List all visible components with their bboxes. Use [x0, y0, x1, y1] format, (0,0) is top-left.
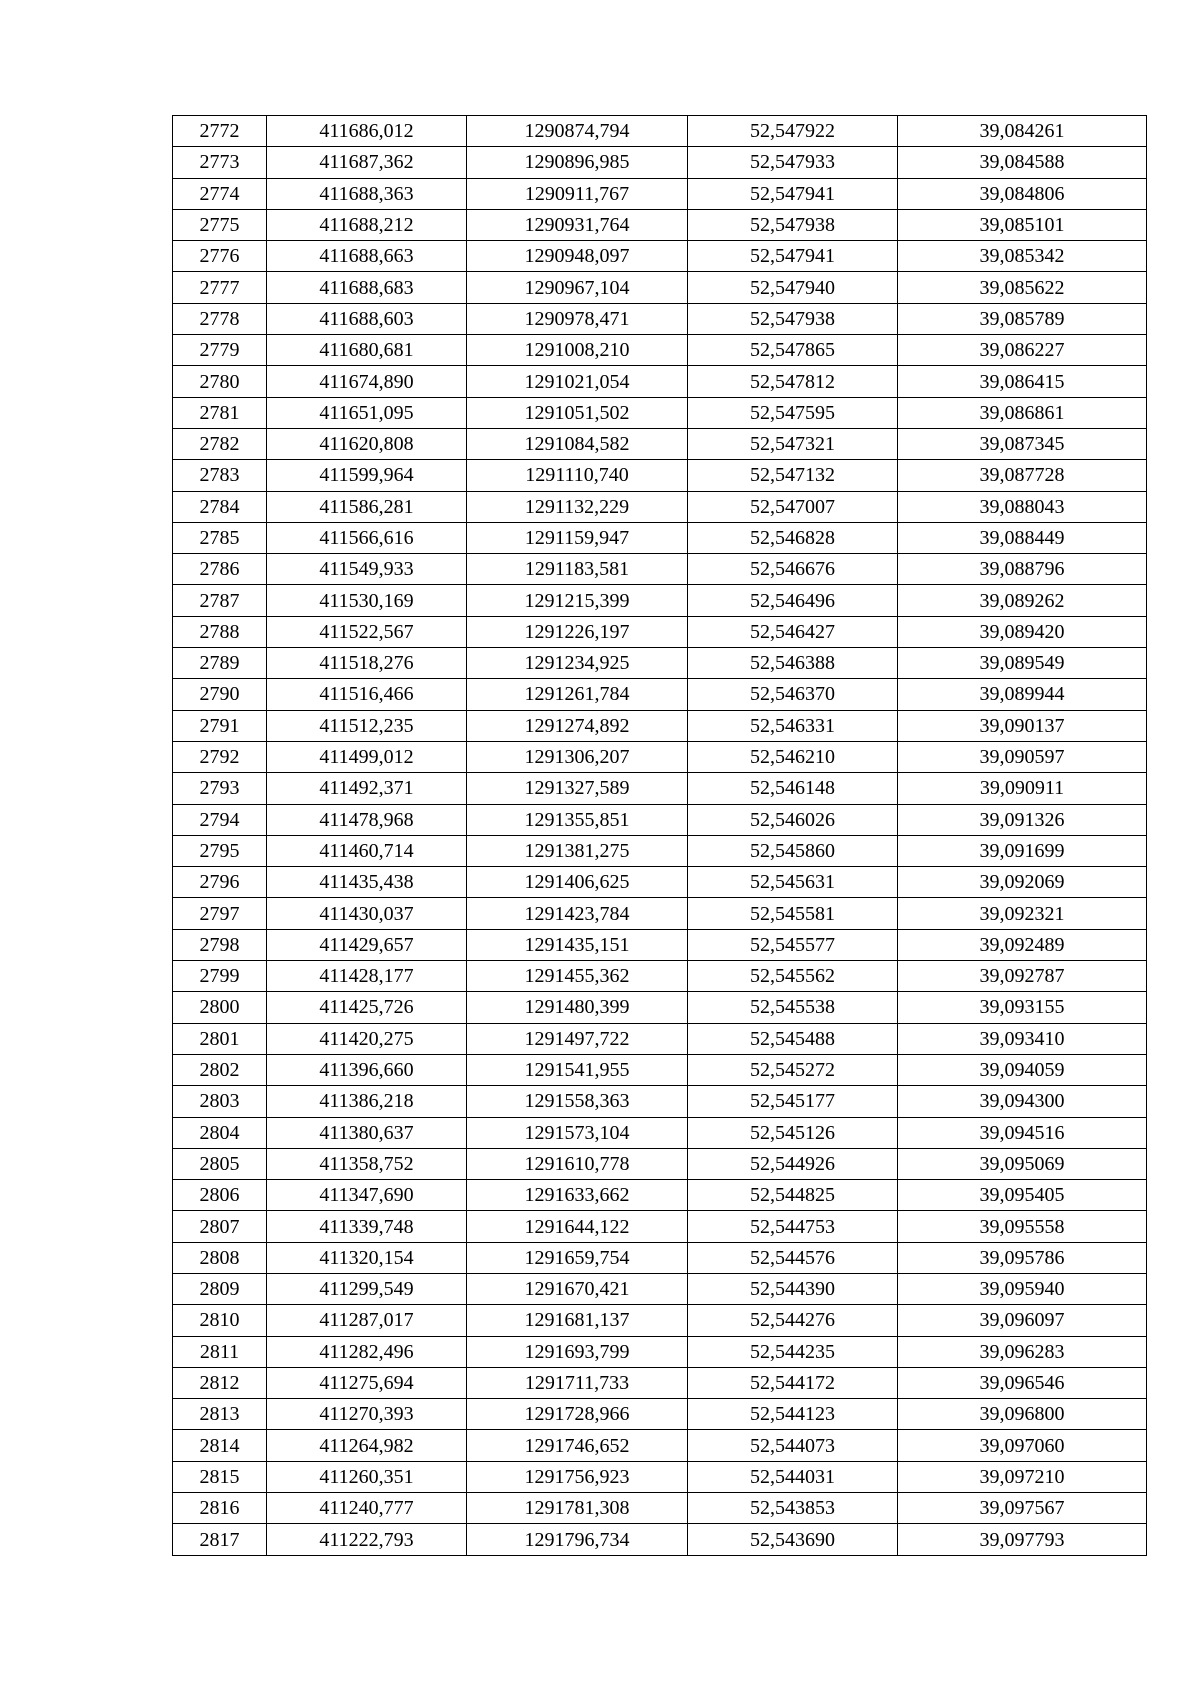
longitude-cell: 39,095069 [898, 1148, 1147, 1179]
x-coordinate-cell: 411275,694 [267, 1367, 467, 1398]
longitude-cell: 39,096097 [898, 1305, 1147, 1336]
longitude-cell: 39,084588 [898, 147, 1147, 178]
y-coordinate-cell: 1291215,399 [467, 585, 688, 616]
longitude-cell: 39,093410 [898, 1023, 1147, 1054]
longitude-cell: 39,091699 [898, 835, 1147, 866]
table-row [173, 679, 1147, 710]
x-coordinate-cell: 411499,012 [267, 741, 467, 772]
longitude-cell: 39,092069 [898, 867, 1147, 898]
longitude-cell: 39,089420 [898, 616, 1147, 647]
latitude-cell: 52,546210 [688, 741, 898, 772]
y-coordinate-cell: 1291756,923 [467, 1461, 688, 1492]
longitude-cell: 39,095558 [898, 1211, 1147, 1242]
longitude-cell: 39,095786 [898, 1242, 1147, 1273]
y-coordinate-cell: 1291711,733 [467, 1367, 688, 1398]
latitude-cell: 52,544123 [688, 1399, 898, 1430]
latitude-cell: 52,547595 [688, 397, 898, 428]
point-number-cell: 2796 [173, 867, 267, 898]
x-coordinate-cell: 411287,017 [267, 1305, 467, 1336]
longitude-cell: 39,085622 [898, 272, 1147, 303]
latitude-cell: 52,547940 [688, 272, 898, 303]
longitude-cell: 39,088043 [898, 491, 1147, 522]
point-number-cell: 2801 [173, 1023, 267, 1054]
table-row [173, 1305, 1147, 1336]
latitude-cell: 52,546496 [688, 585, 898, 616]
point-number-cell: 2805 [173, 1148, 267, 1179]
point-number-cell: 2788 [173, 616, 267, 647]
longitude-cell: 39,094300 [898, 1086, 1147, 1117]
y-coordinate-cell: 1291234,925 [467, 648, 688, 679]
latitude-cell: 52,544825 [688, 1180, 898, 1211]
table-row [173, 1430, 1147, 1461]
point-number-cell: 2808 [173, 1242, 267, 1273]
y-coordinate-cell: 1291084,582 [467, 428, 688, 459]
latitude-cell: 52,544031 [688, 1461, 898, 1492]
point-number-cell: 2772 [173, 116, 267, 147]
x-coordinate-cell: 411586,281 [267, 491, 467, 522]
latitude-cell: 52,546676 [688, 554, 898, 585]
latitude-cell: 52,544753 [688, 1211, 898, 1242]
table-row [173, 272, 1147, 303]
latitude-cell: 52,544276 [688, 1305, 898, 1336]
y-coordinate-cell: 1291008,210 [467, 335, 688, 366]
y-coordinate-cell: 1291159,947 [467, 522, 688, 553]
point-number-cell: 2773 [173, 147, 267, 178]
x-coordinate-cell: 411380,637 [267, 1117, 467, 1148]
x-coordinate-cell: 411347,690 [267, 1180, 467, 1211]
table-row [173, 616, 1147, 647]
y-coordinate-cell: 1291670,421 [467, 1273, 688, 1304]
point-number-cell: 2775 [173, 209, 267, 240]
latitude-cell: 52,546828 [688, 522, 898, 553]
point-number-cell: 2800 [173, 992, 267, 1023]
coordinates-table-body [173, 116, 1147, 1556]
x-coordinate-cell: 411687,362 [267, 147, 467, 178]
table-row [173, 116, 1147, 147]
point-number-cell: 2802 [173, 1054, 267, 1085]
point-number-cell: 2776 [173, 241, 267, 272]
y-coordinate-cell: 1291480,399 [467, 992, 688, 1023]
x-coordinate-cell: 411425,726 [267, 992, 467, 1023]
y-coordinate-cell: 1291633,662 [467, 1180, 688, 1211]
y-coordinate-cell: 1291355,851 [467, 804, 688, 835]
table-row [173, 178, 1147, 209]
coordinates-table [172, 115, 1147, 1556]
longitude-cell: 39,090911 [898, 773, 1147, 804]
point-number-cell: 2792 [173, 741, 267, 772]
x-coordinate-cell: 411688,663 [267, 241, 467, 272]
y-coordinate-cell: 1290931,764 [467, 209, 688, 240]
table-row [173, 898, 1147, 929]
table-row [173, 1524, 1147, 1555]
table-row [173, 209, 1147, 240]
longitude-cell: 39,089549 [898, 648, 1147, 679]
latitude-cell: 52,543853 [688, 1493, 898, 1524]
table-row [173, 835, 1147, 866]
table-row [173, 335, 1147, 366]
longitude-cell: 39,085101 [898, 209, 1147, 240]
latitude-cell: 52,546370 [688, 679, 898, 710]
longitude-cell: 39,092787 [898, 961, 1147, 992]
longitude-cell: 39,085789 [898, 303, 1147, 334]
point-number-cell: 2813 [173, 1399, 267, 1430]
longitude-cell: 39,094516 [898, 1117, 1147, 1148]
longitude-cell: 39,086415 [898, 366, 1147, 397]
table-row [173, 460, 1147, 491]
x-coordinate-cell: 411512,235 [267, 710, 467, 741]
latitude-cell: 52,545126 [688, 1117, 898, 1148]
point-number-cell: 2811 [173, 1336, 267, 1367]
longitude-cell: 39,095405 [898, 1180, 1147, 1211]
y-coordinate-cell: 1291681,137 [467, 1305, 688, 1336]
latitude-cell: 52,547007 [688, 491, 898, 522]
point-number-cell: 2785 [173, 522, 267, 553]
y-coordinate-cell: 1290978,471 [467, 303, 688, 334]
y-coordinate-cell: 1291132,229 [467, 491, 688, 522]
longitude-cell: 39,096800 [898, 1399, 1147, 1430]
longitude-cell: 39,088796 [898, 554, 1147, 585]
point-number-cell: 2784 [173, 491, 267, 522]
table-row [173, 773, 1147, 804]
point-number-cell: 2809 [173, 1273, 267, 1304]
table-row [173, 648, 1147, 679]
point-number-cell: 2782 [173, 428, 267, 459]
latitude-cell: 52,546388 [688, 648, 898, 679]
x-coordinate-cell: 411222,793 [267, 1524, 467, 1555]
table-row [173, 491, 1147, 522]
point-number-cell: 2816 [173, 1493, 267, 1524]
longitude-cell: 39,092321 [898, 898, 1147, 929]
latitude-cell: 52,547132 [688, 460, 898, 491]
y-coordinate-cell: 1291406,625 [467, 867, 688, 898]
point-number-cell: 2794 [173, 804, 267, 835]
x-coordinate-cell: 411264,982 [267, 1430, 467, 1461]
x-coordinate-cell: 411492,371 [267, 773, 467, 804]
table-row [173, 1086, 1147, 1117]
point-number-cell: 2779 [173, 335, 267, 366]
point-number-cell: 2780 [173, 366, 267, 397]
table-row [173, 554, 1147, 585]
point-number-cell: 2778 [173, 303, 267, 334]
y-coordinate-cell: 1291306,207 [467, 741, 688, 772]
x-coordinate-cell: 411358,752 [267, 1148, 467, 1179]
y-coordinate-cell: 1291573,104 [467, 1117, 688, 1148]
x-coordinate-cell: 411516,466 [267, 679, 467, 710]
x-coordinate-cell: 411430,037 [267, 898, 467, 929]
x-coordinate-cell: 411240,777 [267, 1493, 467, 1524]
table-row [173, 992, 1147, 1023]
x-coordinate-cell: 411688,212 [267, 209, 467, 240]
table-row [173, 428, 1147, 459]
x-coordinate-cell: 411688,363 [267, 178, 467, 209]
longitude-cell: 39,096546 [898, 1367, 1147, 1398]
point-number-cell: 2781 [173, 397, 267, 428]
latitude-cell: 52,547941 [688, 241, 898, 272]
y-coordinate-cell: 1290896,985 [467, 147, 688, 178]
table-row [173, 1461, 1147, 1492]
y-coordinate-cell: 1291781,308 [467, 1493, 688, 1524]
longitude-cell: 39,086227 [898, 335, 1147, 366]
y-coordinate-cell: 1290967,104 [467, 272, 688, 303]
table-row [173, 1180, 1147, 1211]
table-row [173, 147, 1147, 178]
x-coordinate-cell: 411299,549 [267, 1273, 467, 1304]
y-coordinate-cell: 1291610,778 [467, 1148, 688, 1179]
table-row [173, 1148, 1147, 1179]
longitude-cell: 39,085342 [898, 241, 1147, 272]
x-coordinate-cell: 411680,681 [267, 335, 467, 366]
point-number-cell: 2807 [173, 1211, 267, 1242]
x-coordinate-cell: 411688,683 [267, 272, 467, 303]
x-coordinate-cell: 411688,603 [267, 303, 467, 334]
point-number-cell: 2791 [173, 710, 267, 741]
point-number-cell: 2783 [173, 460, 267, 491]
y-coordinate-cell: 1291274,892 [467, 710, 688, 741]
point-number-cell: 2797 [173, 898, 267, 929]
x-coordinate-cell: 411420,275 [267, 1023, 467, 1054]
y-coordinate-cell: 1291659,754 [467, 1242, 688, 1273]
latitude-cell: 52,546331 [688, 710, 898, 741]
latitude-cell: 52,545860 [688, 835, 898, 866]
x-coordinate-cell: 411320,154 [267, 1242, 467, 1273]
point-number-cell: 2814 [173, 1430, 267, 1461]
y-coordinate-cell: 1291381,275 [467, 835, 688, 866]
longitude-cell: 39,097210 [898, 1461, 1147, 1492]
y-coordinate-cell: 1290874,794 [467, 116, 688, 147]
table-row [173, 1336, 1147, 1367]
table-row [173, 867, 1147, 898]
y-coordinate-cell: 1291423,784 [467, 898, 688, 929]
x-coordinate-cell: 411599,964 [267, 460, 467, 491]
point-number-cell: 2798 [173, 929, 267, 960]
latitude-cell: 52,547938 [688, 209, 898, 240]
latitude-cell: 52,544073 [688, 1430, 898, 1461]
latitude-cell: 52,545488 [688, 1023, 898, 1054]
longitude-cell: 39,094059 [898, 1054, 1147, 1085]
y-coordinate-cell: 1291327,589 [467, 773, 688, 804]
table-row [173, 1242, 1147, 1273]
table-row [173, 710, 1147, 741]
y-coordinate-cell: 1291455,362 [467, 961, 688, 992]
latitude-cell: 52,546427 [688, 616, 898, 647]
table-row [173, 241, 1147, 272]
y-coordinate-cell: 1290948,097 [467, 241, 688, 272]
point-number-cell: 2803 [173, 1086, 267, 1117]
point-number-cell: 2812 [173, 1367, 267, 1398]
point-number-cell: 2806 [173, 1180, 267, 1211]
latitude-cell: 52,545538 [688, 992, 898, 1023]
table-row [173, 1367, 1147, 1398]
longitude-cell: 39,096283 [898, 1336, 1147, 1367]
y-coordinate-cell: 1290911,767 [467, 178, 688, 209]
latitude-cell: 52,543690 [688, 1524, 898, 1555]
y-coordinate-cell: 1291558,363 [467, 1086, 688, 1117]
x-coordinate-cell: 411549,933 [267, 554, 467, 585]
latitude-cell: 52,545581 [688, 898, 898, 929]
table-row [173, 397, 1147, 428]
x-coordinate-cell: 411566,616 [267, 522, 467, 553]
x-coordinate-cell: 411435,438 [267, 867, 467, 898]
longitude-cell: 39,087728 [898, 460, 1147, 491]
latitude-cell: 52,546148 [688, 773, 898, 804]
y-coordinate-cell: 1291728,966 [467, 1399, 688, 1430]
x-coordinate-cell: 411620,808 [267, 428, 467, 459]
latitude-cell: 52,547938 [688, 303, 898, 334]
longitude-cell: 39,084261 [898, 116, 1147, 147]
x-coordinate-cell: 411530,169 [267, 585, 467, 616]
latitude-cell: 52,545272 [688, 1054, 898, 1085]
point-number-cell: 2790 [173, 679, 267, 710]
point-number-cell: 2793 [173, 773, 267, 804]
y-coordinate-cell: 1291435,151 [467, 929, 688, 960]
latitude-cell: 52,544390 [688, 1273, 898, 1304]
table-row [173, 522, 1147, 553]
latitude-cell: 52,544576 [688, 1242, 898, 1273]
point-number-cell: 2804 [173, 1117, 267, 1148]
y-coordinate-cell: 1291021,054 [467, 366, 688, 397]
point-number-cell: 2774 [173, 178, 267, 209]
x-coordinate-cell: 411460,714 [267, 835, 467, 866]
longitude-cell: 39,097060 [898, 1430, 1147, 1461]
latitude-cell: 52,545577 [688, 929, 898, 960]
longitude-cell: 39,086861 [898, 397, 1147, 428]
x-coordinate-cell: 411260,351 [267, 1461, 467, 1492]
latitude-cell: 52,544235 [688, 1336, 898, 1367]
point-number-cell: 2815 [173, 1461, 267, 1492]
table-row [173, 929, 1147, 960]
latitude-cell: 52,547922 [688, 116, 898, 147]
table-row [173, 961, 1147, 992]
x-coordinate-cell: 411429,657 [267, 929, 467, 960]
x-coordinate-cell: 411282,496 [267, 1336, 467, 1367]
latitude-cell: 52,544926 [688, 1148, 898, 1179]
latitude-cell: 52,547321 [688, 428, 898, 459]
point-number-cell: 2787 [173, 585, 267, 616]
latitude-cell: 52,544172 [688, 1367, 898, 1398]
point-number-cell: 2795 [173, 835, 267, 866]
x-coordinate-cell: 411428,177 [267, 961, 467, 992]
x-coordinate-cell: 411478,968 [267, 804, 467, 835]
y-coordinate-cell: 1291693,799 [467, 1336, 688, 1367]
latitude-cell: 52,545562 [688, 961, 898, 992]
latitude-cell: 52,547941 [688, 178, 898, 209]
y-coordinate-cell: 1291644,122 [467, 1211, 688, 1242]
y-coordinate-cell: 1291497,722 [467, 1023, 688, 1054]
point-number-cell: 2810 [173, 1305, 267, 1336]
latitude-cell: 52,547865 [688, 335, 898, 366]
latitude-cell: 52,547933 [688, 147, 898, 178]
longitude-cell: 39,097567 [898, 1493, 1147, 1524]
x-coordinate-cell: 411522,567 [267, 616, 467, 647]
latitude-cell: 52,547812 [688, 366, 898, 397]
y-coordinate-cell: 1291541,955 [467, 1054, 688, 1085]
x-coordinate-cell: 411386,218 [267, 1086, 467, 1117]
table-row [173, 804, 1147, 835]
x-coordinate-cell: 411674,890 [267, 366, 467, 397]
table-row [173, 1211, 1147, 1242]
table-row [173, 1117, 1147, 1148]
latitude-cell: 52,546026 [688, 804, 898, 835]
longitude-cell: 39,087345 [898, 428, 1147, 459]
y-coordinate-cell: 1291796,734 [467, 1524, 688, 1555]
table-row [173, 366, 1147, 397]
point-number-cell: 2777 [173, 272, 267, 303]
longitude-cell: 39,091326 [898, 804, 1147, 835]
longitude-cell: 39,088449 [898, 522, 1147, 553]
latitude-cell: 52,545177 [688, 1086, 898, 1117]
table-row [173, 303, 1147, 334]
longitude-cell: 39,084806 [898, 178, 1147, 209]
longitude-cell: 39,097793 [898, 1524, 1147, 1555]
table-row [173, 1023, 1147, 1054]
longitude-cell: 39,090137 [898, 710, 1147, 741]
x-coordinate-cell: 411686,012 [267, 116, 467, 147]
longitude-cell: 39,089262 [898, 585, 1147, 616]
table-row [173, 585, 1147, 616]
y-coordinate-cell: 1291261,784 [467, 679, 688, 710]
point-number-cell: 2789 [173, 648, 267, 679]
x-coordinate-cell: 411339,748 [267, 1211, 467, 1242]
point-number-cell: 2786 [173, 554, 267, 585]
x-coordinate-cell: 411651,095 [267, 397, 467, 428]
y-coordinate-cell: 1291051,502 [467, 397, 688, 428]
table-row [173, 1399, 1147, 1430]
longitude-cell: 39,089944 [898, 679, 1147, 710]
y-coordinate-cell: 1291746,652 [467, 1430, 688, 1461]
y-coordinate-cell: 1291110,740 [467, 460, 688, 491]
x-coordinate-cell: 411518,276 [267, 648, 467, 679]
point-number-cell: 2799 [173, 961, 267, 992]
x-coordinate-cell: 411396,660 [267, 1054, 467, 1085]
y-coordinate-cell: 1291226,197 [467, 616, 688, 647]
x-coordinate-cell: 411270,393 [267, 1399, 467, 1430]
longitude-cell: 39,092489 [898, 929, 1147, 960]
table-row [173, 741, 1147, 772]
y-coordinate-cell: 1291183,581 [467, 554, 688, 585]
table-row [173, 1273, 1147, 1304]
longitude-cell: 39,090597 [898, 741, 1147, 772]
table-row [173, 1493, 1147, 1524]
longitude-cell: 39,093155 [898, 992, 1147, 1023]
table-row [173, 1054, 1147, 1085]
point-number-cell: 2817 [173, 1524, 267, 1555]
longitude-cell: 39,095940 [898, 1273, 1147, 1304]
latitude-cell: 52,545631 [688, 867, 898, 898]
